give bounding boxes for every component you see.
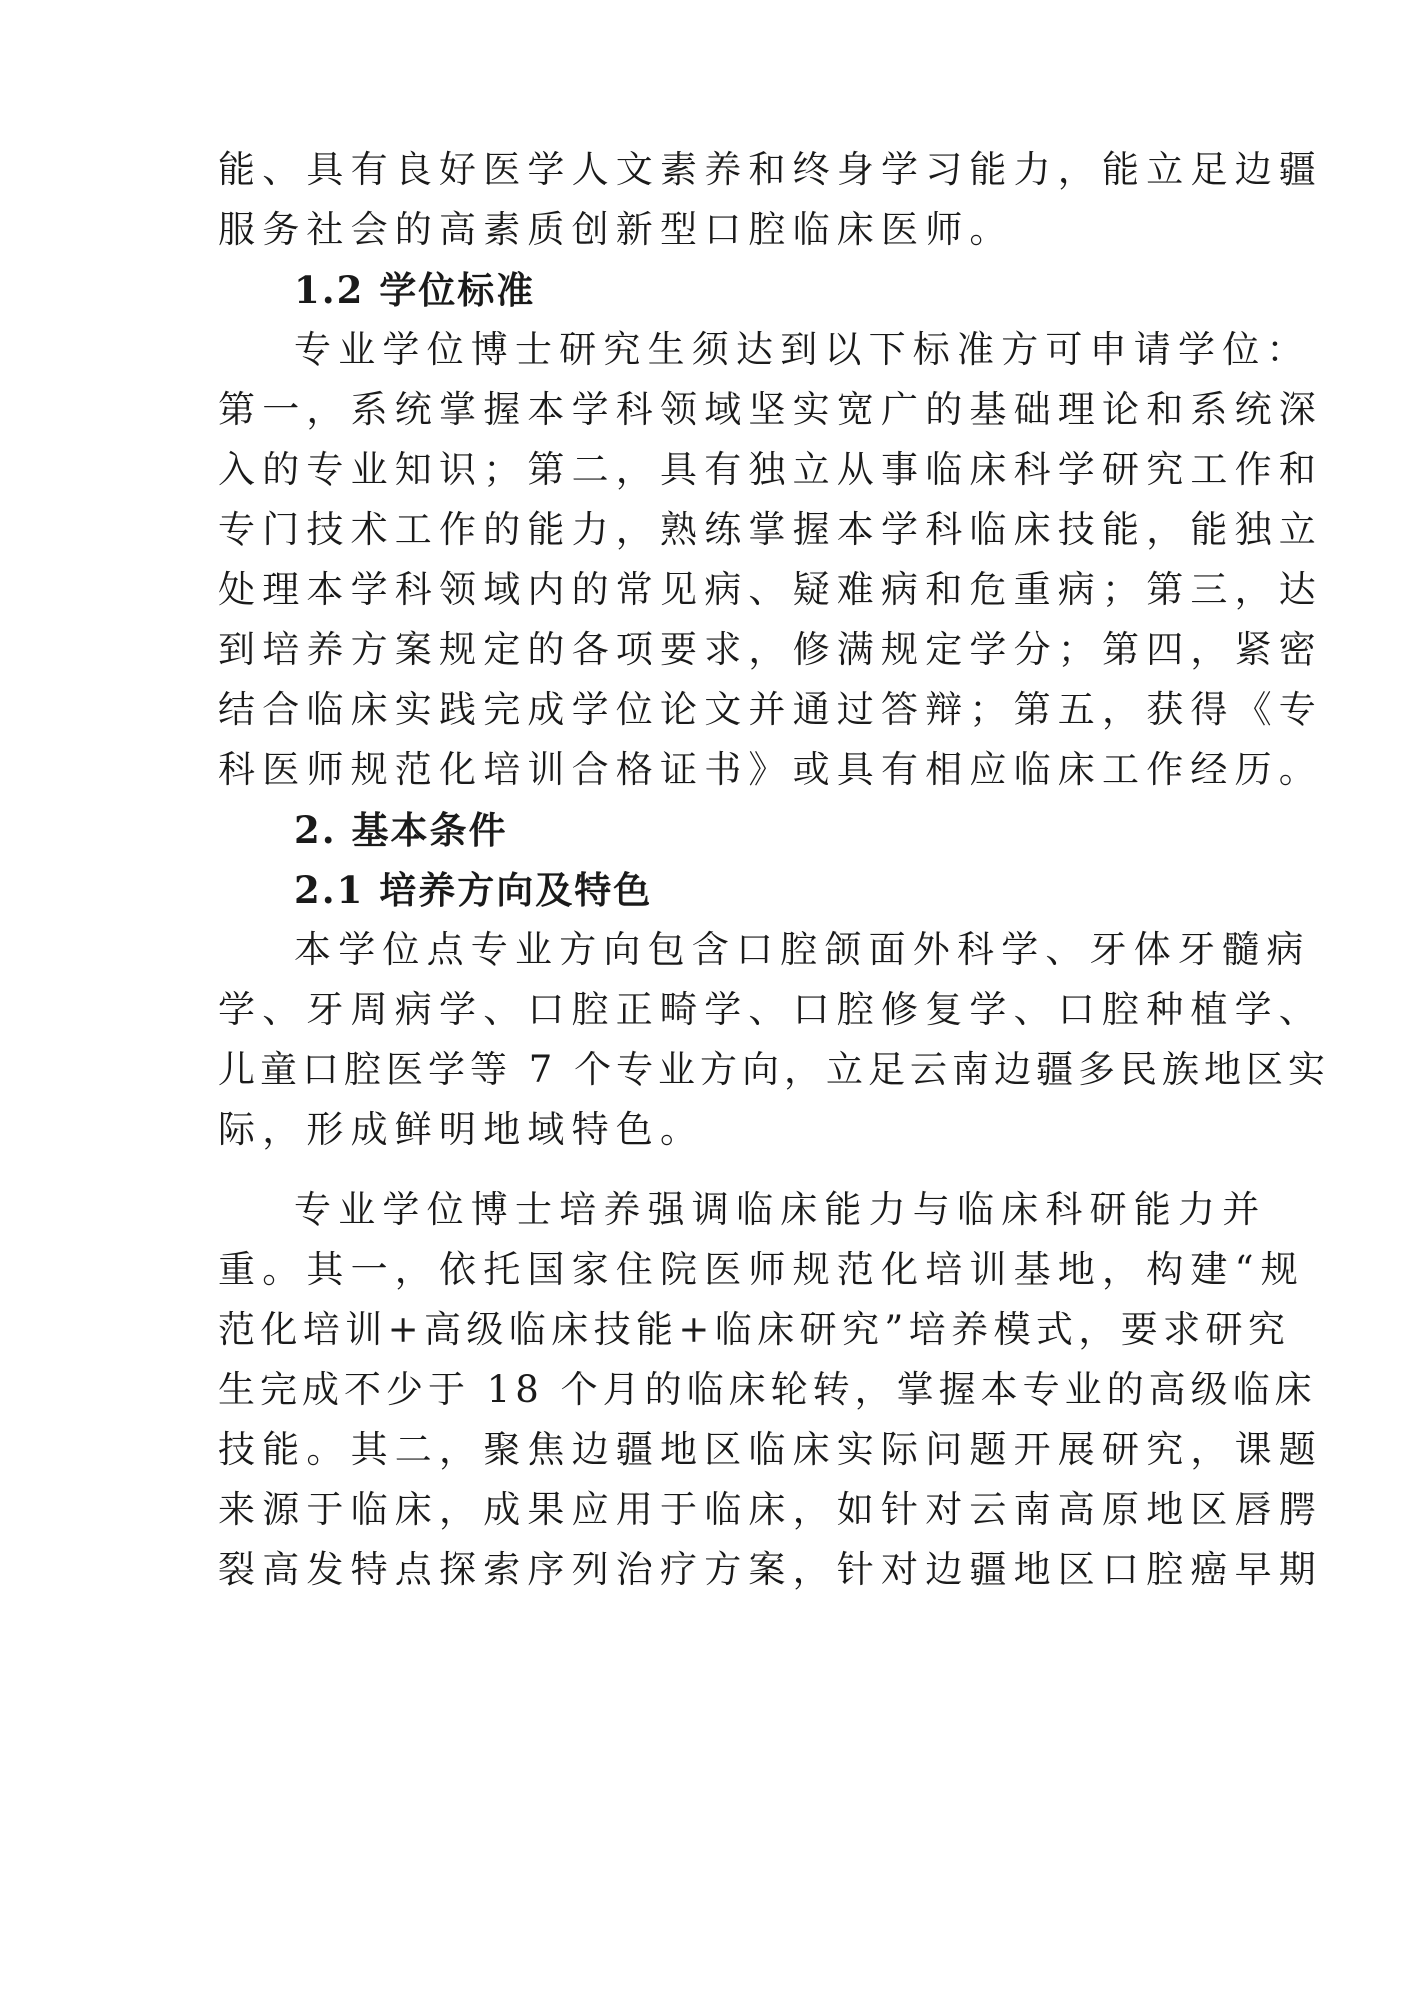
body-text-line: 第一，系统掌握本学科领域坚实宽广的基础理论和系统深 xyxy=(218,388,1323,431)
body-text-line: 际，形成鲜明地域特色。 xyxy=(218,1108,705,1151)
body-text-line: 技能。其二，聚焦边疆地区临床实际问题开展研究，课题 xyxy=(218,1428,1323,1471)
body-text-line: 裂高发特点探索序列治疗方案，针对边疆地区口腔癌早期 xyxy=(218,1548,1323,1591)
body-text-line: 专业学位博士研究生须达到以下标准方可申请学位： xyxy=(294,328,1311,371)
body-text-line: 服务社会的高素质创新型口腔临床医师。 xyxy=(218,208,1014,251)
body-text-line: 到培养方案规定的各项要求，修满规定学分；第四，紧密 xyxy=(218,628,1323,671)
body-text-line: 结合临床实践完成学位论文并通过答辩；第五，获得《专 xyxy=(218,688,1323,731)
body-text-line: 处理本学科领域内的常见病、疑难病和危重病；第三，达 xyxy=(218,568,1323,611)
body-text-line: 科医师规范化培训合格证书》或具有相应临床工作经历。 xyxy=(218,748,1323,791)
body-text-line: 专业学位博士培养强调临床能力与临床科研能力并 xyxy=(294,1188,1267,1231)
section-heading-2: 2. 基本条件 xyxy=(294,808,508,852)
body-text-line: 能、具有良好医学人文素养和终身学习能力，能立足边疆 xyxy=(218,148,1323,191)
body-text-line: 专门技术工作的能力，熟练掌握本学科临床技能，能独立 xyxy=(218,508,1323,551)
body-text-line: 生完成不少于 18 个月的临床轮转，掌握本专业的高级临床 xyxy=(218,1368,1317,1411)
body-text-line: 学、牙周病学、口腔正畸学、口腔修复学、口腔种植学、 xyxy=(218,988,1323,1031)
body-text-line: 入的专业知识；第二，具有独立从事临床科学研究工作和 xyxy=(218,448,1323,491)
body-text-line: 重。其一，依托国家住院医师规范化培训基地，构建“规 xyxy=(218,1248,1305,1291)
section-heading-1-2: 1.2 学位标准 xyxy=(294,268,536,312)
body-text-line: 儿童口腔医学等 7 个专业方向，立足云南边疆多民族地区实 xyxy=(218,1048,1331,1091)
section-heading-2-1: 2.1 培养方向及特色 xyxy=(294,868,653,912)
body-text-line: 范化培训+高级临床技能+临床研究”培养模式，要求研究 xyxy=(218,1308,1291,1351)
body-text-line: 本学位点专业方向包含口腔颌面外科学、牙体牙髓病 xyxy=(294,928,1311,971)
body-text-line: 来源于临床，成果应用于临床，如针对云南高原地区唇腭 xyxy=(218,1488,1323,1531)
